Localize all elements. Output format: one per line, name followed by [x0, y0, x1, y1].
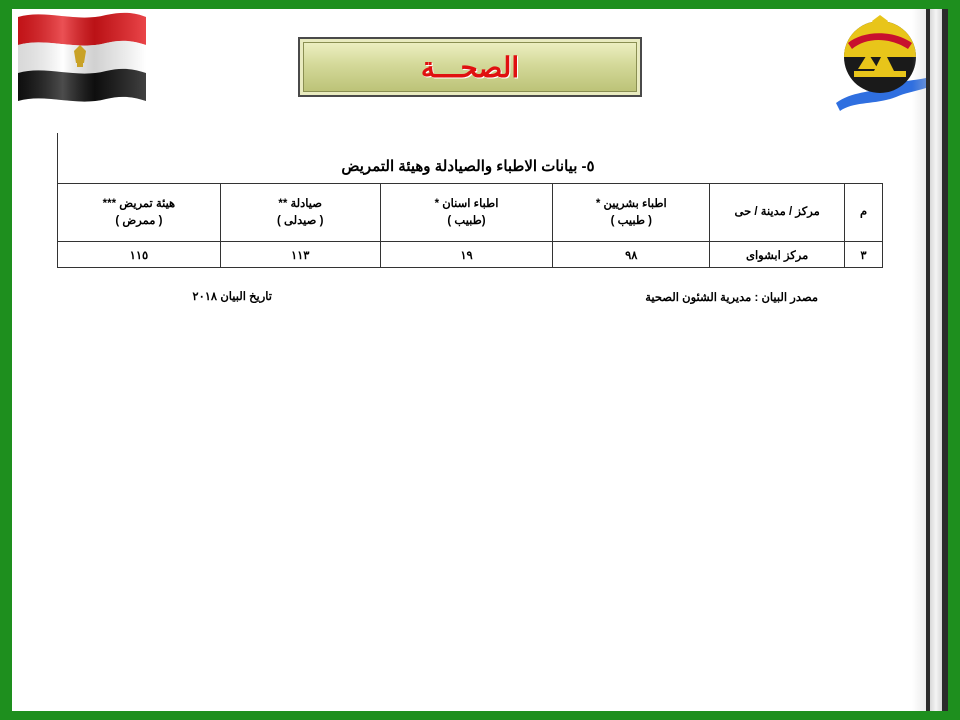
cell-physicians: ٩٨	[553, 242, 710, 268]
egypt-flag-icon	[16, 9, 148, 105]
data-source-note: مصدر البيان : مديرية الشئون الصحية	[645, 292, 818, 304]
cell-nursing: ١١٥	[58, 242, 221, 268]
data-table	[57, 183, 883, 268]
side-shadow	[912, 9, 926, 711]
table-row	[58, 242, 883, 268]
cell-dentists: ١٩	[380, 242, 553, 268]
header-pharmacists: صيادلة ** ( صيدلى )	[220, 184, 380, 242]
header-index: م	[845, 184, 883, 242]
page-title: الصحـــة	[420, 51, 520, 83]
data-date-note: تاريخ البيان ٢٠١٨	[192, 291, 272, 303]
header-nursing: هيئة تمريض *** ( ممرض )	[58, 184, 221, 242]
section-title: ٥- بيانات الاطباء والصيادلة وهيئة التمريض	[341, 158, 595, 175]
header-dentists: اطباء اسنان * (طبيب )	[380, 184, 553, 242]
cell-center: مركز ابشواى	[710, 242, 845, 268]
side-film-strip	[926, 9, 948, 711]
table-header-row	[58, 184, 883, 242]
header-physicians: اطباء بشريين * ( طبيب )	[553, 184, 710, 242]
header-center: مركز / مدينة / حى	[710, 184, 845, 242]
cell-pharmacists: ١١٣	[220, 242, 380, 268]
title-banner	[298, 37, 642, 97]
slide	[12, 9, 948, 711]
cell-index: ٣	[845, 242, 883, 268]
